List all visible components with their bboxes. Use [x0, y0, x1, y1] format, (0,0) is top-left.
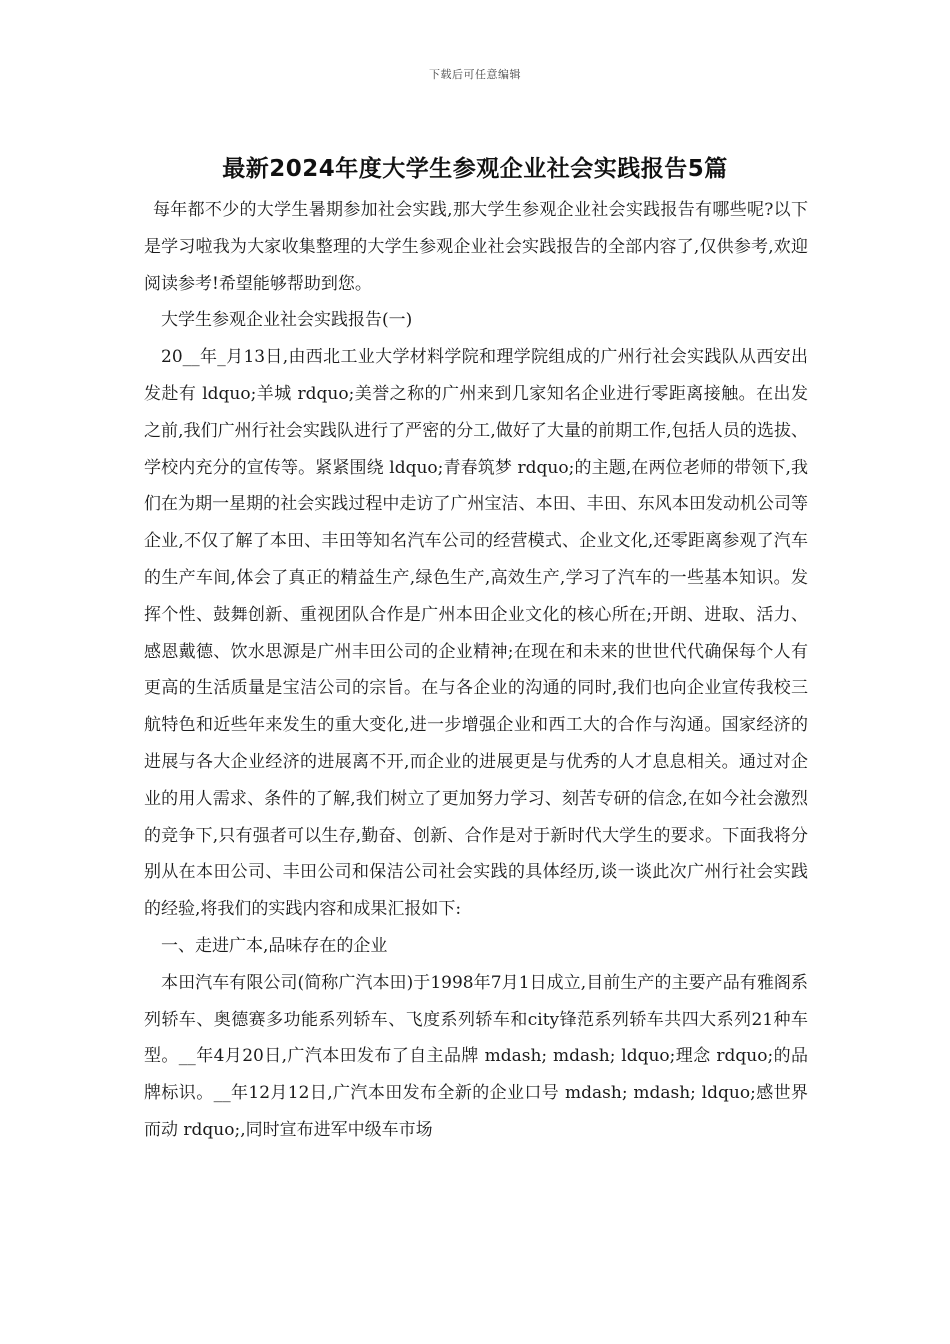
body-paragraph: 本田汽车有限公司(简称广汽本田)于1998年7月1日成立,目前生产的主要产品有雅阁系列轿车、奥德赛多功能系列轿车、飞度系列轿车和city锋范系列轿车共四大系列21种车型。__年4月20日,广汽本田发布了自主品牌 mdash; mdash; ldquo;理念 rdquo;的品牌标识。__年12月12日,广汽本田发布全新的企业口号 mdash; mdash; ldquo;感世界而动 rdquo;,同时宣布进军中级车市场: [144, 972, 808, 1140]
intro-paragraph: 每年都不少的大学生暑期参加社会实践,那大学生参观企业社会实践报告有哪些呢?以下是学习啦我为大家收集整理的大学生参观企业社会实践报告的全部内容了,仅供参考,欢迎阅读参考!希望能够帮助到您。: [144, 200, 808, 294]
section-heading: 大学生参观企业社会实践报告(一): [161, 310, 413, 331]
body-paragraph: 20__年_月13日,由西北工业大学材料学院和理学院组成的广州行社会实践队从西安出发赴有 ldquo;羊城 rdquo;美誉之称的广州来到几家知名企业进行零距离接触。在出发之前,我们广州行社会实践队进行了严密的分工,做好了大量的前期工作,包括人员的选拔、学校内充分的宣传等。紧紧围绕 ldquo;青春筑梦 rdquo;的主题,在两位老师的带领下,我们在为期一星期的社会实践过程中走访了广州宝洁、本田、丰田、东风本田发动机公司等企业,不仅了解了本田、丰田等知名汽车公司的经营模式、企业文化,还零距离参观了汽车的生产车间,体会了真正的精益生产,绿色生产,高效生产,学习了汽车的一些基本知识。发挥个性、鼓舞创新、重视团队合作是广州本田企业文化的核心所在;开朗、进取、活力、感恩戴德、饮水思源是广州丰田公司的企业精神;在现在和未来的世世代代确保每个人有更高的生活质量是宝洁公司的宗旨。在与各企业的沟通的同时,我们也向企业宣传我校三航特色和近些年来发生的重大变化,进一步增强企业和西工大的合作与沟通。国家经济的进展与各大企业经济的进展离不开,而企业的进展更是与优秀的人才息息相关。通过对企业的用人需求、条件的了解,我们树立了更加努力学习、刻苦专研的信念,在如今社会激烈的竞争下,只有强者可以生存,勤奋、创新、合作是对于新时代大学生的要求。下面我将分别从在本田公司、丰田公司和保洁公司社会实践的具体经历,谈一谈此次广州行社会实践的经验,将我们的实践内容和成果汇报如下:: [144, 347, 808, 920]
header-note: 下载后可任意编辑: [429, 68, 521, 81]
subsection-heading: 一、走进广本,品味存在的企业: [161, 935, 388, 956]
document-title: 最新2024年度大学生参观企业社会实践报告5篇: [222, 156, 728, 182]
document-body: [144, 192, 808, 1149]
